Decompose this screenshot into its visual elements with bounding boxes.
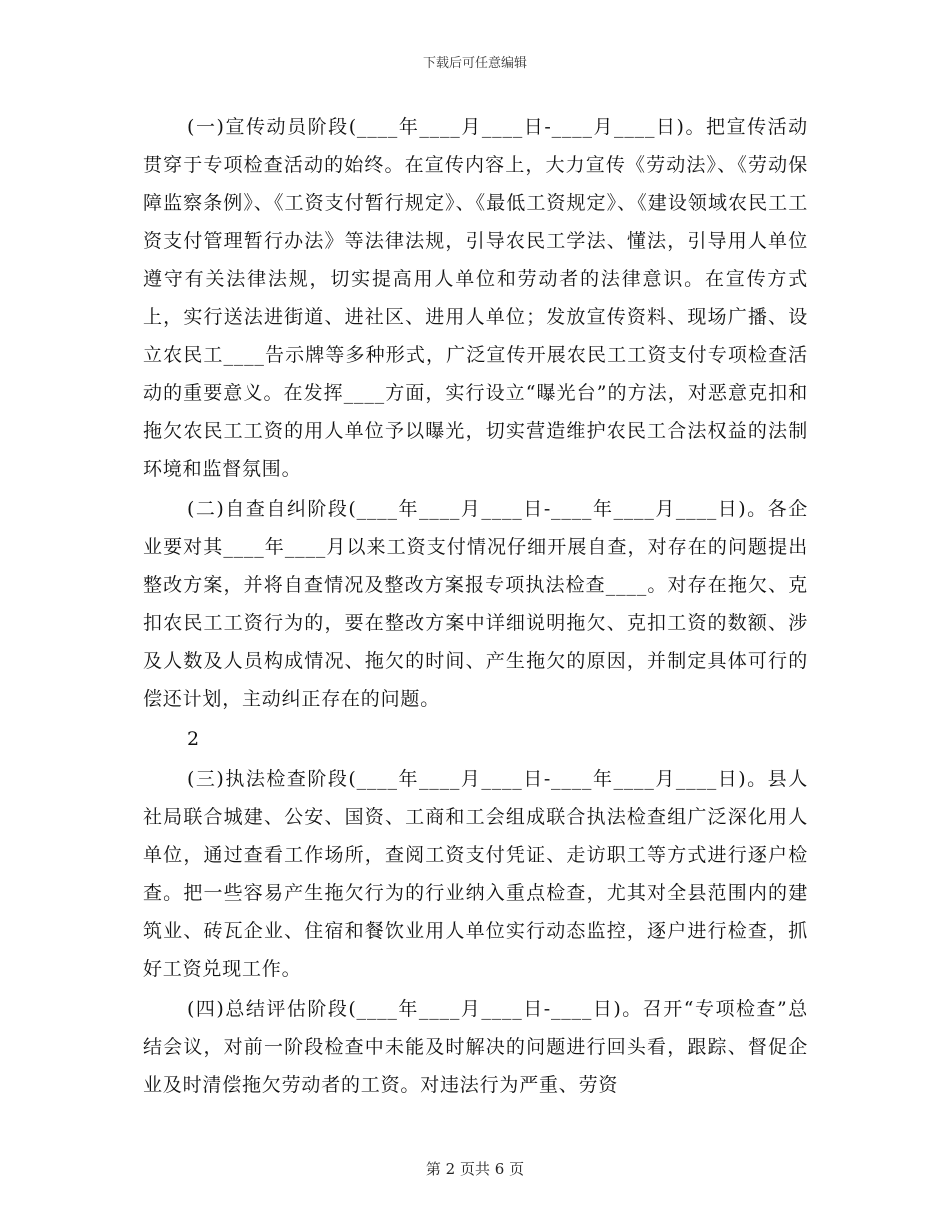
paragraph-law-enforcement-stage: (三)执法检查阶段(____年____月____日-____年____月____日)。县人社局联合城建、公安、国资、工商和工会组成联合执法检查组广泛深化用人单位，通过查看工作场所，查阅工资支付凭证、走访职工等方式进行逐户检查。把一些容易产生拖欠行为的行业纳入重点检查，尤其对全县范围内的建筑业、砖瓦企业、住宿和餐饮业用人单位实行动态监控，逐户进行检查，抓好工资兑现工作。 bbox=[143, 768, 808, 980]
document-body bbox=[143, 108, 808, 1106]
page-header: 下载后可任意编辑 bbox=[422, 56, 527, 71]
paragraph-number: 2 bbox=[187, 728, 200, 750]
page-footer: 第 2 页共 6 页 bbox=[425, 1160, 525, 1178]
paragraph-self-inspection-stage: (二)自查自纠阶段(____年____月____日-____年____月____日)。各企业要对其____年____月以来工资支付情况仔细开展自查，对存在的问题提出整改方案，并将自查情况及整改方案报专项执法检查____。对存在拖欠、克扣农民工工资行为的，要在整改方案中详细说明拖欠、克扣工资的数额、涉及人数及人员构成情况、拖欠的时间、产生拖欠的原因，并制定具体可行的偿还计划，主动纠正存在的问题。 bbox=[143, 498, 808, 710]
paragraph-publicity-stage: (一)宣传动员阶段(____年____月____日-____月____日)。把宣传活动贯穿于专项检查活动的始终。在宣传内容上，大力宣传《劳动法》、《劳动保障监察条例》、《工资支付暂行规定》、《最低工资规定》、《建设领域农民工工资支付管理暂行办法》等法律法规，引导农民工学法、懂法，引导用人单位遵守有关法律法规，切实提高用人单位和劳动者的法律意识。在宣传方式上，实行送法进街道、进社区、进用人单位；发放宣传资料、现场广播、设立农民工____告示牌等多种形式，广泛宣传开展农民工工资支付专项检查活动的重要意义。在发挥____方面，实行设立“曝光台”的方法，对恶意克扣和拖欠农民工工资的用人单位予以曝光，切实营造维护农民工合法权益的法制环境和监督氛围。 bbox=[143, 116, 808, 480]
paragraph-summary-stage: (四)总结评估阶段(____年____月____日-____日)。召开“专项检查”总结会议，对前一阶段检查中未能及时解决的问题进行回头看，跟踪、督促企业及时清偿拖欠劳动者的工资。对违法行为严重、劳资 bbox=[143, 998, 808, 1096]
